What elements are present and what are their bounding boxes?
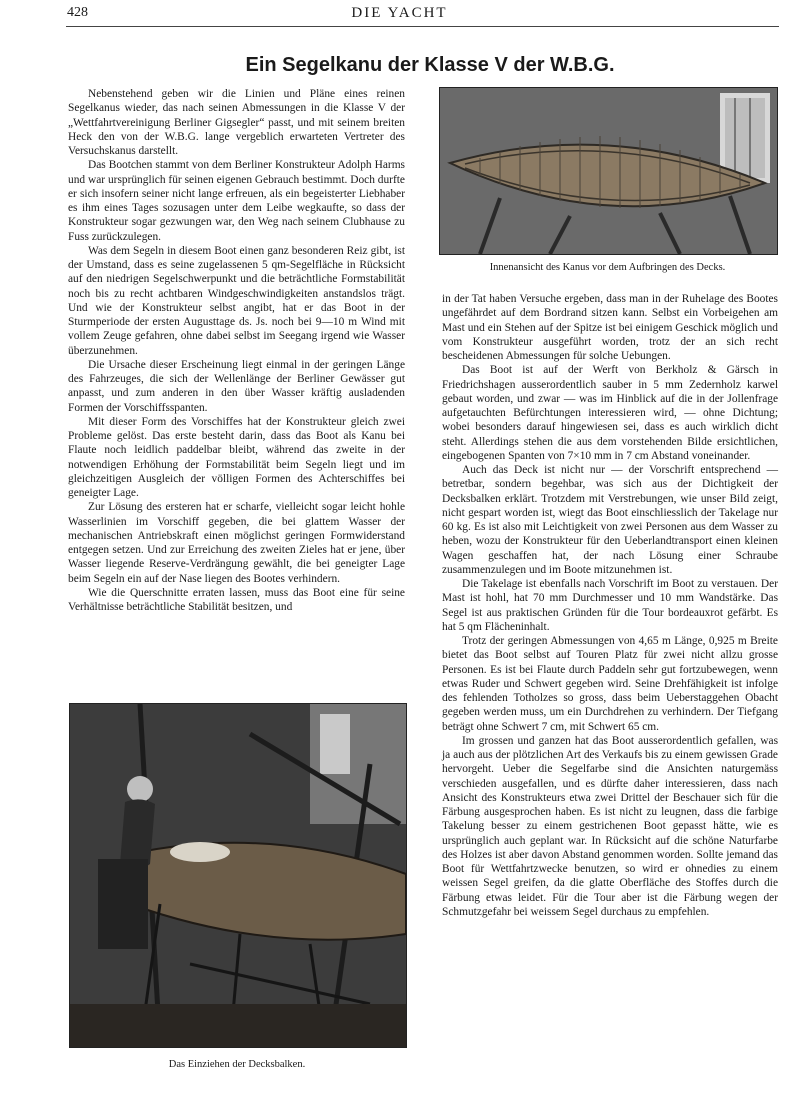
paragraph: Im grossen und ganzen hat das Boot ausserordentlich gefallen, was ja auch aus der plötzlichen Art des Verkaufs bis zu einem gewissen Grade hervorgeht. Ueber die Segelfarbe sind die Ansichten naturgemäss verschieden ausgefallen, und es dürfte daher interessieren, dass nach Ansicht des Konstrukteurs etwa zwei Drittel der Beschauer sich für die Färbung ausgesprochen haben. Es ist nicht zu leugnen, dass die farbige Takelung besser zu einem gestrichenen Boot gepasst hätte, wie es ursprünglich auch geplant war. In Rücksicht auf die schöne Naturfarbe des Holzes ist aber davon Abstand genommen worden. Sollte jemand das Boot für Wettfahrtzwecke benutzen, so wird er ohnedies zu einem weissen Segel greifen, da die glatte Oberfläche des Stoffes durch die Färbung etwas leidet. Für die Tour aber ist die Färbung wegen der Schmutzgefahr bei weissem Segel durchaus zu empfehlen. xyxy=(442,734,778,918)
running-head: DIE YACHT xyxy=(351,5,448,21)
left-text-column xyxy=(68,87,405,614)
paragraph: Das Boot ist auf der Werft von Berkholz & Gärsch in Friedrichshagen ausserordentlich sauber in 5 mm Zedernholz karwel gebaut worden, und zwar — was im Hinblick auf die in der Jollenfrage aufgetauchten Befürchtungen interessieren wird, — ohne Dichtung; wobei besonders darauf hingewiesen sei, dass es auch wirklich dicht steht. Allerdings stehen die aus dem vorstehenden Bilde ersichtlichen, eingebogenen Spanten von 7×10 mm in 7 cm Abstand voneinander. xyxy=(442,364,778,462)
canoe-interior-photo xyxy=(439,87,778,255)
paragraph: Wie die Querschnitte erraten lassen, muss das Boot eine für seine Verhältnisse beträchtliche Stabilität besitzen, und xyxy=(68,586,405,613)
paragraph: in der Tat haben Versuche ergeben, dass man in der Ruhelage des Bootes ungefährdet auf dem Bordrand sitzen kann. Selbst ein Vorbeigehen am Mast und ein Stehen auf der Spitze ist bei einigem Geschick möglich und vom Konstrukteur ausgeführt worden, trotz der an sich recht bescheidenen Abmessungen für solche Uebungen. xyxy=(442,293,778,362)
right-text-column xyxy=(442,292,778,919)
bottom-photo-caption: Das Einziehen der Decksbalken. xyxy=(168,1059,306,1070)
page-number: 428 xyxy=(67,5,88,20)
paragraph: Auch das Deck ist nicht nur — der Vorschrift entsprechend — betretbar, sondern begehbar, was sich aus der Dichtigkeit der Decksbalken erklärt. Trotzdem mit Verstrebungen, wie unser Bild zeigt, nicht gespart worden ist, wiegt das Boot einschliesslich der Takelage nur 60 kg. Es ist also mit Leichtigkeit von zwei Personen aus dem Wasser zu heben, wozu der Konstrukteur für den Ueberlandtransport einen kleinen Wagen geschaffen hat, der nach Lösung einer Schraube zusammenzulegen und im Boote mitzunehmen ist. xyxy=(442,464,778,576)
paragraph: Mit dieser Form des Vorschiffes hat der Konstrukteur gleich zwei Probleme gelöst. Das erste besteht darin, dass das Boot als Kanu bei Flaute noch leidlich paddelbar bleibt, während das zweite in der notwendigen Erhöhung der Formstabilität beim Segeln liegt und im gleichzeitigen Ausgleich der völligen Formen des Achterschiffes bei geneigter Lage. xyxy=(68,415,405,499)
header-rule xyxy=(66,26,779,27)
paragraph: Zur Lösung des ersteren hat er scharfe, vielleicht sogar leicht hohle Wasserlinien im Vorschiff gegeben, die bei glattem Wasser der mechanischen Antriebskraft einen möglichst geringen Formwiderstand entgegen setzen. Und zur Erreichung des zweiten Zieles hat er jene, über Wasser liegende Reserve-Verdrängung gewählt, die bei geneigter Lage beim Segeln ein auf der Nase liegen des Bootes verhindern. xyxy=(68,501,405,585)
top-photo-caption: Innenansicht des Kanus vor dem Aufbringen des Decks. xyxy=(489,262,726,273)
paragraph: Das Bootchen stammt von dem Berliner Konstrukteur Adolph Harms und war ursprünglich für seinen eigenen Gebrauch bestimmt. Doch durfte er sich insofern seiner nicht lange erfreuen, als ein begeisterter Liebhaber es ihm eines Tages sozusagen unter dem Leibe wegkaufte, so dass der Konstrukteur sogar gezwungen war, den Weg nach seinem Clubhause zu Fuss zurückzulegen. xyxy=(68,159,405,243)
paragraph: Was dem Segeln in diesem Boot einen ganz besonderen Reiz gibt, ist der Umstand, dass es seine zugelassenen 5 qm-Segelfläche in Rücksicht auf den niedrigen Segelschwerpunkt und die beträchtliche Formstabilität noch bis zu recht achtbaren Windgeschwindigkeiten anstandslos trägt. Und wie der Konstrukteur selbst angibt, hat er das Boot in der Sturmperiode der ersten Augusttage ds. Js. noch bei 9—10 m Wind mit vollem Zeuge gefahren, ohne dabei selbst im Seegang irgend wie Wasser überzunehmen. xyxy=(68,244,405,357)
paragraph: Nebenstehend geben wir die Linien und Pläne eines reinen Segelkanus wieder, das nach seinen Abmessungen in die Klasse V der „Wettfahrtvereinigung Berliner Gigsegler“ passt, und mit seinem breiten Heck den von der W.B.G. lange vergeblich erwarteten Vertreter des Versuchskanus darstellt. xyxy=(68,88,405,157)
paragraph: Die Takelage ist ebenfalls nach Vorschrift im Boot zu verstauen. Der Mast ist hohl, hat 70 mm Durchmesser und 10 mm Wandstärke. Das Segel ist aus praktischen Gründen für die Tour bordeauxrot gefärbt. Es hat 5 qm Flächeninhalt. xyxy=(442,578,778,633)
article-title: Ein Segelkanu der Klasse V der W.B.G. xyxy=(245,54,615,76)
deck-beams-photo xyxy=(69,703,407,1048)
paragraph: Die Ursache dieser Erscheinung liegt einmal in der geringen Länge des Fahrzeuges, die sich der Wellenlänge der Berliner Gewässer gut anpasst, und zum anderen in den über Wasser kräftig ausladenden Formen der Vorschiffsspanten. xyxy=(68,358,405,414)
paragraph: Trotz der geringen Abmessungen von 4,65 m Länge, 0,925 m Breite bietet das Boot selbst auf Touren Platz für zwei nicht allzu grosse Personen. Es ist bei Flaute durch Paddeln sehr gut fortzubewegen, wenn etwas Ruder und Schwert gegeben wird. Seine Drehfähigkeit ist infolge des fehlenden Totholzes so gross, dass beim Ueberstaggehen Obacht gegeben werden muss, um ein Durchdrehen zu verhindern. Der Tiefgang beträgt ohne Schwert 7 cm, mit Schwert 65 cm. xyxy=(442,635,778,733)
